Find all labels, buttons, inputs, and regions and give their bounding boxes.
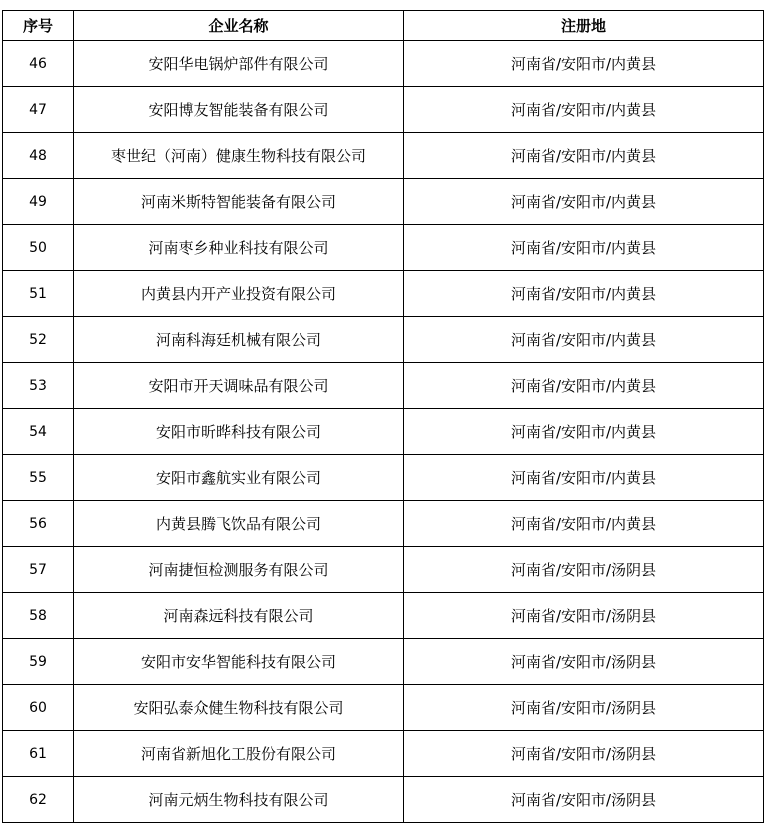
enterprise-table-container bbox=[2, 10, 763, 823]
cell-serial-number: 51 bbox=[3, 271, 74, 317]
cell-registered-location: 河南省/安阳市/汤阴县 bbox=[404, 593, 764, 639]
cell-registered-location: 河南省/安阳市/内黄县 bbox=[404, 271, 764, 317]
table-row bbox=[3, 593, 764, 639]
cell-registered-location: 河南省/安阳市/汤阴县 bbox=[404, 639, 764, 685]
cell-company-name: 内黄县腾飞饮品有限公司 bbox=[74, 501, 404, 547]
table-header-row bbox=[3, 11, 764, 41]
cell-registered-location: 河南省/安阳市/内黄县 bbox=[404, 133, 764, 179]
cell-serial-number: 61 bbox=[3, 731, 74, 777]
cell-company-name: 河南省新旭化工股份有限公司 bbox=[74, 731, 404, 777]
table-row bbox=[3, 41, 764, 87]
cell-registered-location: 河南省/安阳市/汤阴县 bbox=[404, 685, 764, 731]
cell-registered-location: 河南省/安阳市/内黄县 bbox=[404, 363, 764, 409]
cell-serial-number: 52 bbox=[3, 317, 74, 363]
cell-registered-location: 河南省/安阳市/汤阴县 bbox=[404, 777, 764, 823]
cell-registered-location: 河南省/安阳市/内黄县 bbox=[404, 455, 764, 501]
header-registered-location: 注册地 bbox=[404, 11, 764, 41]
cell-company-name: 安阳华电锅炉部件有限公司 bbox=[74, 41, 404, 87]
cell-company-name: 内黄县内开产业投资有限公司 bbox=[74, 271, 404, 317]
cell-registered-location: 河南省/安阳市/内黄县 bbox=[404, 501, 764, 547]
cell-company-name: 安阳市开天调味品有限公司 bbox=[74, 363, 404, 409]
cell-serial-number: 59 bbox=[3, 639, 74, 685]
table-row bbox=[3, 363, 764, 409]
cell-registered-location: 河南省/安阳市/汤阴县 bbox=[404, 731, 764, 777]
table-row bbox=[3, 547, 764, 593]
cell-registered-location: 河南省/安阳市/内黄县 bbox=[404, 409, 764, 455]
enterprise-table bbox=[2, 10, 764, 823]
cell-serial-number: 47 bbox=[3, 87, 74, 133]
cell-serial-number: 57 bbox=[3, 547, 74, 593]
cell-serial-number: 56 bbox=[3, 501, 74, 547]
cell-serial-number: 55 bbox=[3, 455, 74, 501]
table-row bbox=[3, 87, 764, 133]
cell-registered-location: 河南省/安阳市/内黄县 bbox=[404, 87, 764, 133]
cell-company-name: 安阳市鑫航实业有限公司 bbox=[74, 455, 404, 501]
cell-registered-location: 河南省/安阳市/内黄县 bbox=[404, 225, 764, 271]
cell-registered-location: 河南省/安阳市/内黄县 bbox=[404, 317, 764, 363]
cell-serial-number: 62 bbox=[3, 777, 74, 823]
cell-company-name: 河南元炳生物科技有限公司 bbox=[74, 777, 404, 823]
cell-registered-location: 河南省/安阳市/内黄县 bbox=[404, 179, 764, 225]
table-row bbox=[3, 179, 764, 225]
cell-serial-number: 49 bbox=[3, 179, 74, 225]
cell-serial-number: 48 bbox=[3, 133, 74, 179]
table-row bbox=[3, 455, 764, 501]
table-row bbox=[3, 501, 764, 547]
cell-serial-number: 60 bbox=[3, 685, 74, 731]
cell-serial-number: 50 bbox=[3, 225, 74, 271]
table-row bbox=[3, 731, 764, 777]
table-row bbox=[3, 317, 764, 363]
table-row bbox=[3, 133, 764, 179]
cell-serial-number: 46 bbox=[3, 41, 74, 87]
cell-registered-location: 河南省/安阳市/汤阴县 bbox=[404, 547, 764, 593]
cell-company-name: 安阳博友智能装备有限公司 bbox=[74, 87, 404, 133]
table-row bbox=[3, 639, 764, 685]
table-row bbox=[3, 271, 764, 317]
table-row bbox=[3, 225, 764, 271]
table-row bbox=[3, 409, 764, 455]
cell-serial-number: 54 bbox=[3, 409, 74, 455]
cell-company-name: 河南枣乡种业科技有限公司 bbox=[74, 225, 404, 271]
table-row bbox=[3, 777, 764, 823]
header-serial-number: 序号 bbox=[3, 11, 74, 41]
cell-serial-number: 58 bbox=[3, 593, 74, 639]
cell-company-name: 河南森远科技有限公司 bbox=[74, 593, 404, 639]
cell-company-name: 河南捷恒检测服务有限公司 bbox=[74, 547, 404, 593]
cell-company-name: 安阳弘泰众健生物科技有限公司 bbox=[74, 685, 404, 731]
cell-company-name: 安阳市昕晔科技有限公司 bbox=[74, 409, 404, 455]
cell-company-name: 安阳市安华智能科技有限公司 bbox=[74, 639, 404, 685]
table-row bbox=[3, 685, 764, 731]
cell-registered-location: 河南省/安阳市/内黄县 bbox=[404, 41, 764, 87]
cell-company-name: 河南科海廷机械有限公司 bbox=[74, 317, 404, 363]
cell-company-name: 河南米斯特智能装备有限公司 bbox=[74, 179, 404, 225]
header-company-name: 企业名称 bbox=[74, 11, 404, 41]
cell-company-name: 枣世纪（河南）健康生物科技有限公司 bbox=[74, 133, 404, 179]
cell-serial-number: 53 bbox=[3, 363, 74, 409]
